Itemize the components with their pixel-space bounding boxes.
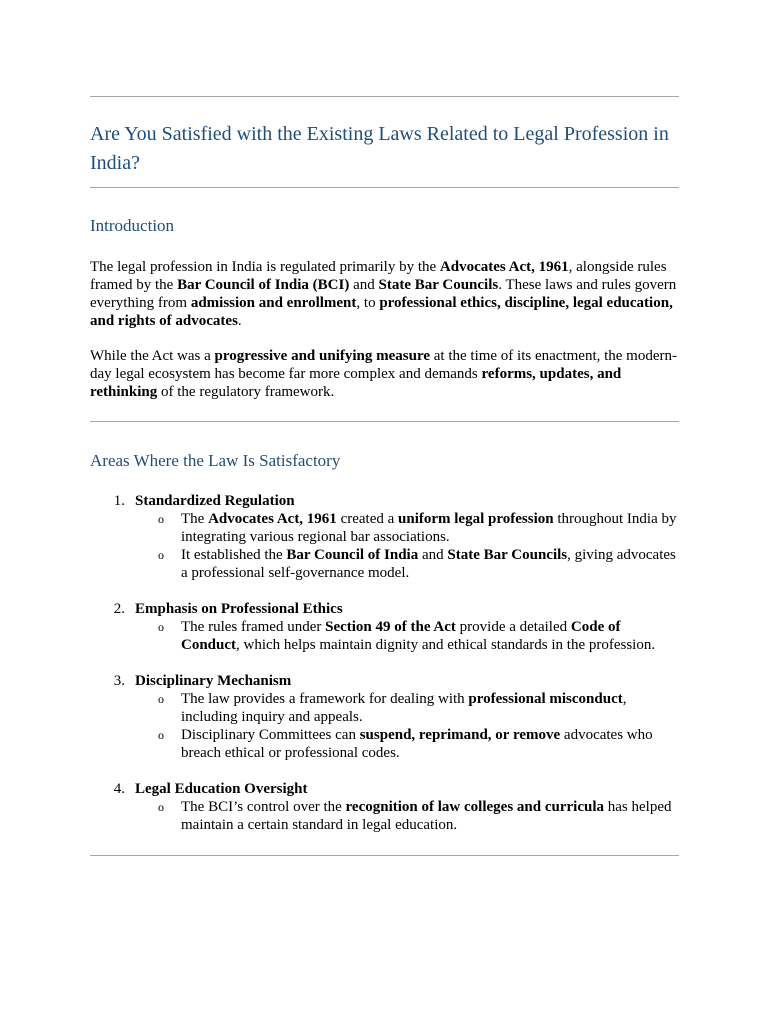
text-run: advocates who breach ethical or professional codes. [181,727,653,761]
bullet-marker: o [158,692,164,706]
introduction-heading: Introduction [90,216,175,235]
bullet-marker: o [158,548,164,562]
bold-run: professional ethics, discipline, legal education, and rights of advocates [90,295,673,329]
text-run: provide a detailed [455,619,571,635]
text-run: . [237,313,242,329]
text-run: The [181,511,209,527]
bold-run: suspend, reprimand, or remove [359,727,561,743]
list-number: 1. [113,493,125,509]
text-run: created a [336,511,399,527]
bullet-marker: o [158,512,164,526]
text-run: . These laws and rules govern everything from [90,277,677,311]
text-run: Disciplinary Committees can [181,727,360,743]
list-item-title: Standardized Regulation [135,493,295,509]
bullet-marker: o [158,728,164,742]
areas-satisfactory-heading: Areas Where the Law Is Satisfactory [90,451,341,470]
text-run: and [418,547,448,563]
horizontal-rule [90,96,679,97]
bold-run: Code of Conduct [181,619,621,653]
bold-run: Advocates Act, 1961 [439,259,569,275]
text-run: has helped maintain a certain standard in legal education. [181,799,672,833]
text-run: and [349,277,379,293]
bold-run: professional misconduct [468,691,623,707]
list-number: 4. [113,781,125,797]
intro-paragraph-2 [90,347,680,401]
list-item-title: Disciplinary Mechanism [135,673,292,689]
list-item-standardized-regulation [90,492,680,582]
list-item-title: Emphasis on Professional Ethics [135,601,343,617]
text-run: It established the [181,547,287,563]
text-run: The BCI’s control over the [181,799,346,815]
text-run: The law provides a framework for dealing with [181,691,469,707]
horizontal-rule [90,855,679,856]
bold-run: Section 49 of the Act [325,619,456,635]
text-run: , to [356,295,380,311]
sub-bullet [158,510,680,546]
text-run: of the regulatory framework. [157,384,335,400]
text-run: , which helps maintain dignity and ethical standards in the profession. [236,637,656,653]
text-run: The legal profession in India is regulated primarily by the [90,259,440,275]
text-run: , including inquiry and appeals. [181,691,627,725]
list-item-professional-ethics [90,600,680,654]
bold-run: progressive and unifying measure [214,348,430,364]
sub-bullet [158,690,680,726]
horizontal-rule [90,187,679,188]
bold-run: State Bar Councils [447,547,568,563]
text-run: While the Act was a [90,348,215,364]
bold-run: Bar Council of India [286,547,419,563]
bullet-marker: o [158,800,164,814]
list-number: 2. [113,601,125,617]
list-item-legal-education-oversight [90,780,680,834]
sub-bullet [158,618,680,654]
intro-paragraph-1 [90,258,680,330]
sub-bullet [158,726,680,762]
sub-bullet [158,546,680,582]
list-item-title: Legal Education Oversight [135,781,308,797]
bold-run: recognition of law colleges and curricula [345,799,604,815]
sub-bullet [158,798,680,834]
text-run: The rules framed under [181,619,326,635]
bold-run: State Bar Councils [378,277,499,293]
document-title: Are You Satisfied with the Existing Laws Related to Legal Profession in India? [90,123,669,174]
text-run: at the time of its enactment, the modern-day legal ecosystem has become far more complex and demands [90,348,678,382]
bullet-marker: o [158,620,164,634]
bold-run: admission and enrollment [190,295,357,311]
text-run: , alongside rules framed by the [90,259,667,293]
list-item-disciplinary-mechanism [90,672,680,762]
text-run: , giving advocates a professional self-governance model. [181,547,676,581]
bold-run: Advocates Act, 1961 [208,511,337,527]
bold-run: reforms, updates, and rethinking [90,366,622,400]
horizontal-rule [90,421,679,422]
list-number: 3. [113,673,125,689]
bold-run: Bar Council of India (BCI) [177,277,350,293]
text-run: throughout India by integrating various regional bar associations. [181,511,677,545]
bold-run: uniform legal profession [398,511,554,527]
